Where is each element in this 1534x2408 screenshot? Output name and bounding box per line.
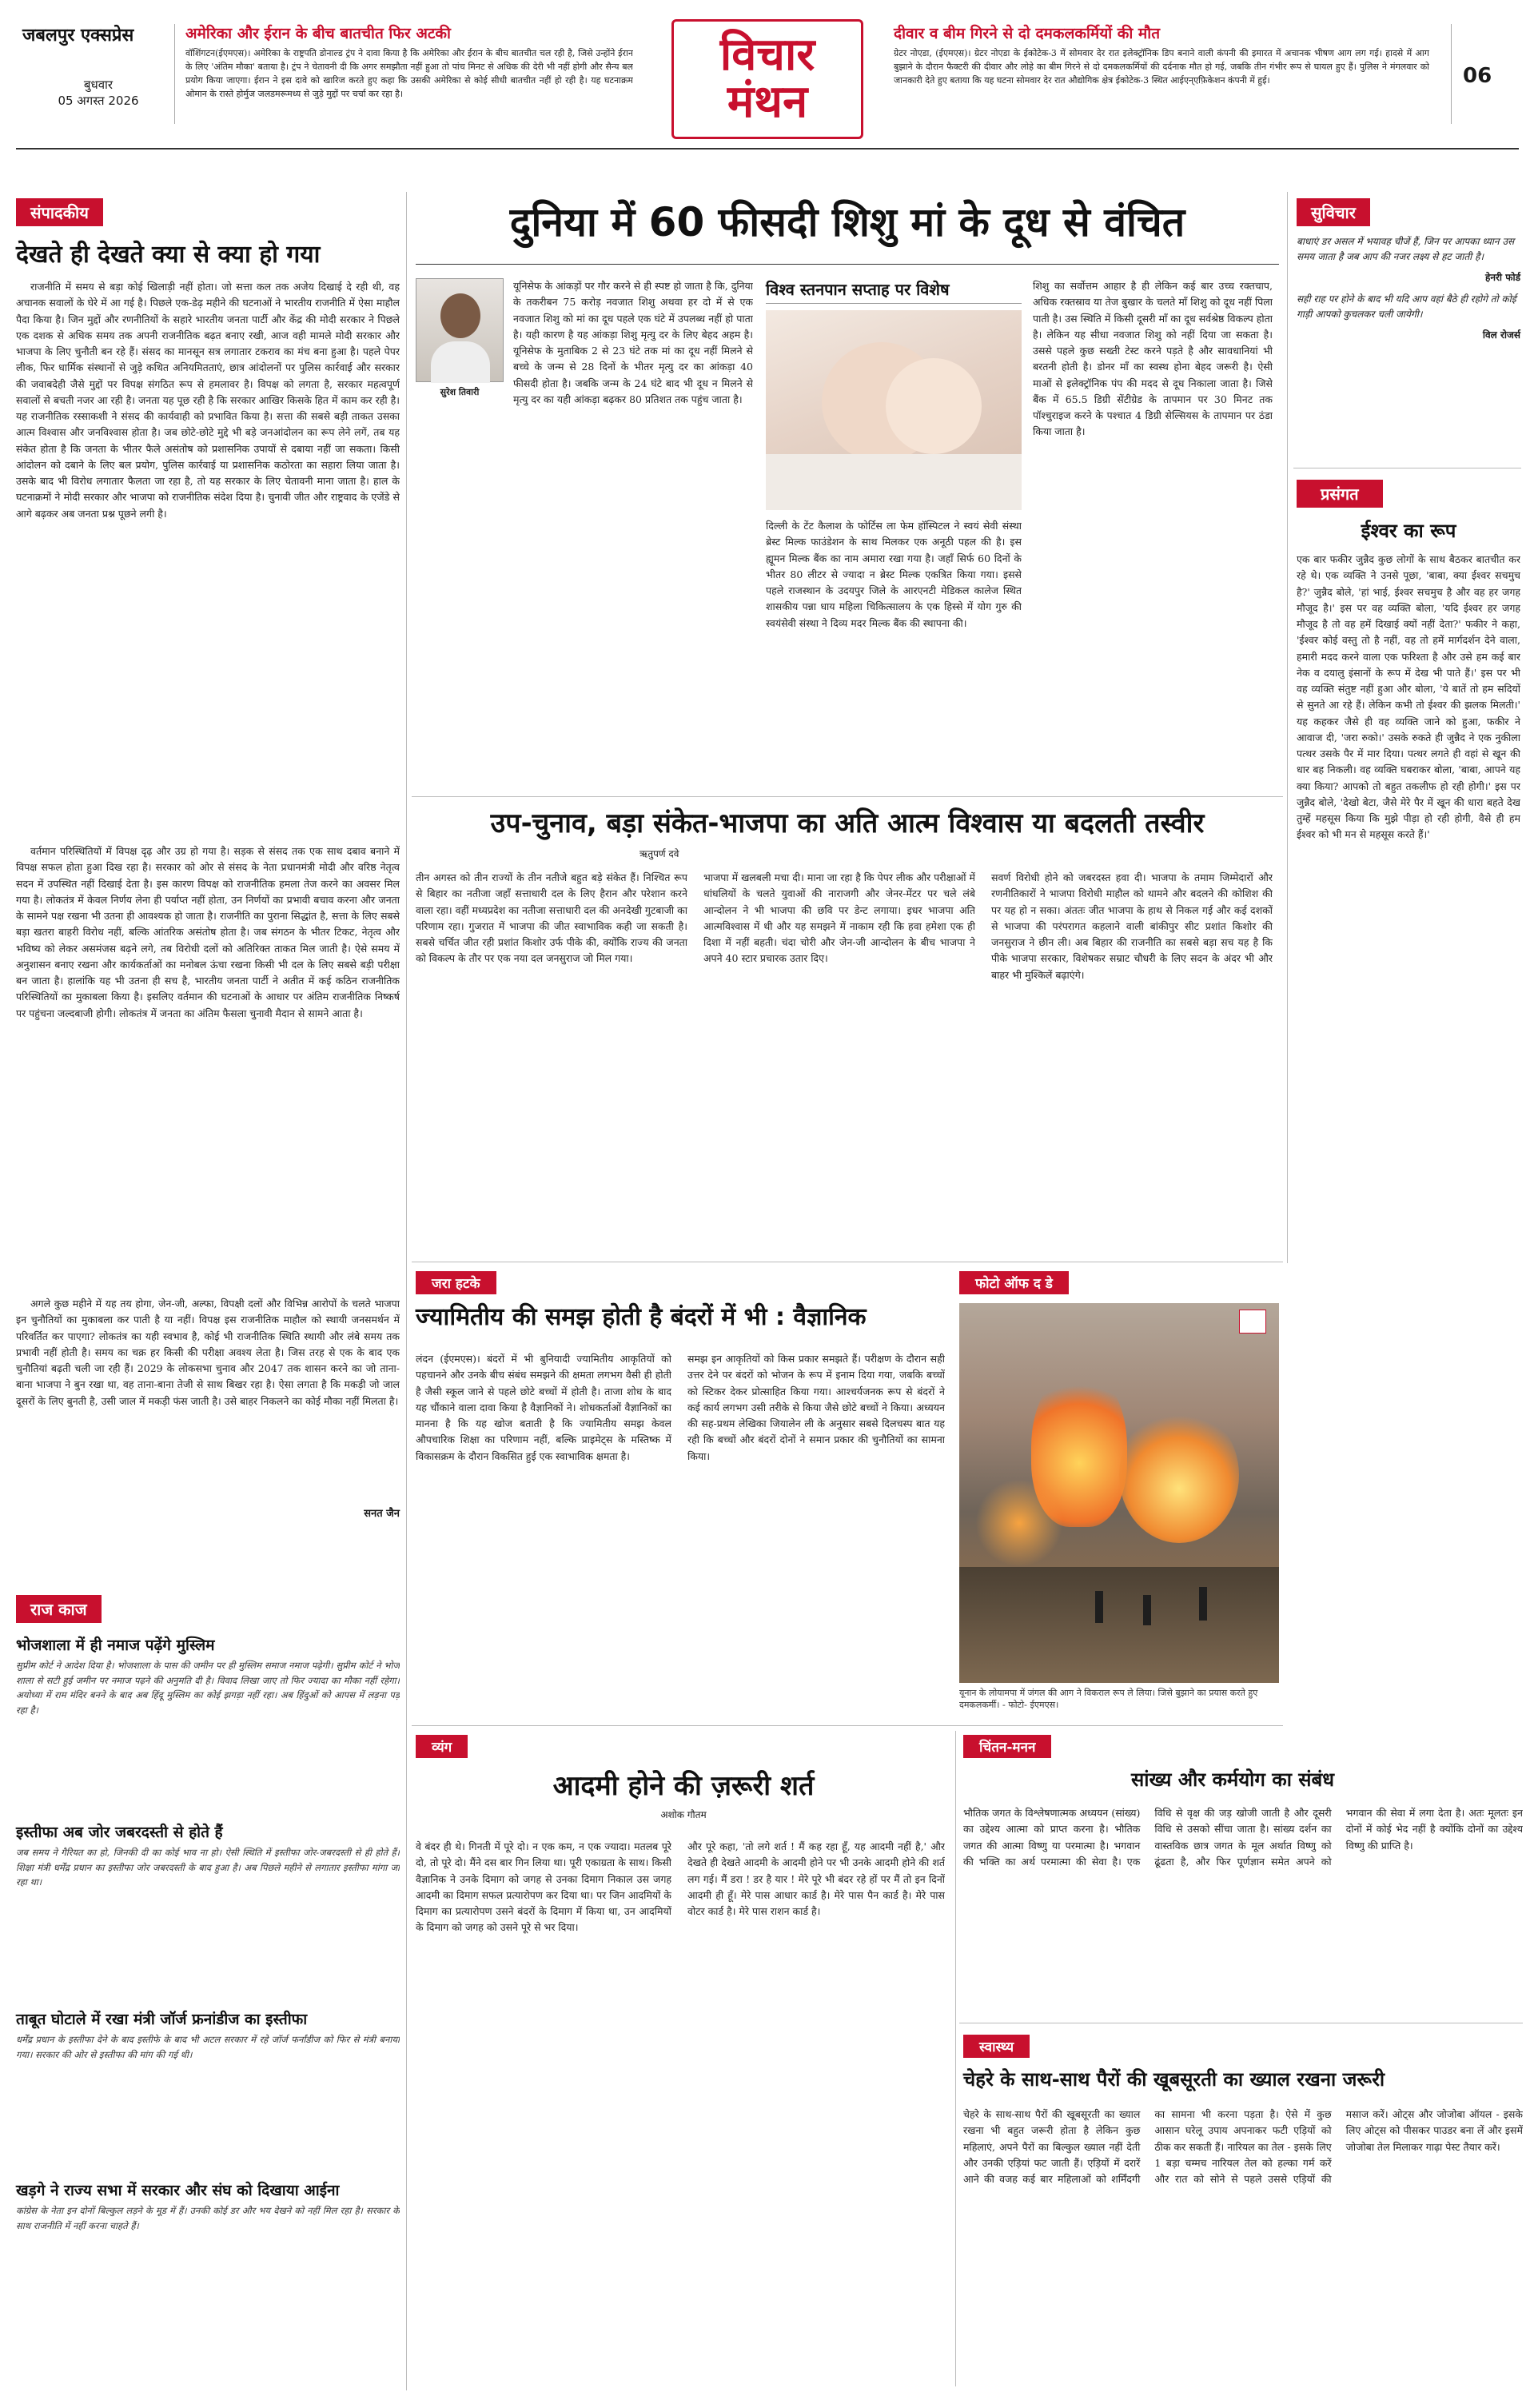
top-right-news-body: ग्रेटर नोएडा, (ईएमएस)। ग्रेटर नोएडा के ईकोटेक-3 में सोमवार देर रात इलेक्ट्रॉनिक डिप बनाने वाली कंपनी की इमारत में अचानक भीषण आग लग गई। हादसे में आग बुझाने के दौरान फैक्टरी की दीवार और लोहे का बीम गिरने से दो दमकलकर्मियों की दर्दनाक मौत हो गई, जबकि तीन गंभीर रूप से घायल हुए हैं। पुलिस ने मंगलवार को जानकारी देते हुए बताया कि यह घटना सोमवार देर रात औद्योगिक क्षेत्र ईकोटेक-3 स्थित आईएन्एफ़िकेशन कंपनी में हुई।	[894, 48, 1429, 86]
upchunav-col-3: सवर्ण विरोधी होने को जबरदस्त हवा दी। भाजपा के तमाम जिम्मेदारों और रणनीतिकारों ने भाजपा विरोधी माहौल को थामने और बदलने की कोशिश की पर यह हो न सका। अंततः जीत भाजपा के हाथ से निकल गई और कई दशकों से भाजपा की परंपरागत कहलाने वाली बांकीपुर सीट प्रशांत किशोर की जनसुराज ने छीन ली। अब बिहार की राजनीति का सबसे बड़ा सच यह है कि पीके भाजपा सरकार, विशेषकर सम्राट चौधरी के लिए सदन के अंदर भी और बाहर भी मुश्किलें बढ़ाएंगे।	[991, 871, 1273, 981]
suvichar-box	[1297, 198, 1520, 462]
author-photo	[416, 278, 504, 382]
editorial-para-2: वर्तमान परिस्थितियों में विपक्ष दृढ़ और उग्र हो गया है। सड़क से संसद तक एक साथ दबाव बनाने में विपक्ष सफल होता हुआ दिख रहा है। सरकार को ओर से संसद के नेता प्रधानमंत्री मोदी और वरिष्ठ नेतृत्व सदन में उपस्थित नहीं दिखाई देता है। इस कारण विपक्ष को राजनीतिक हमला तेज करने का अवसर मिल गया है। लोकतंत्र में केवल निर्णय लेना ही पर्याप्त नहीं होता, उन निर्णयों का प्रभावी बचाव करना और जनता के सामने पक्ष रखना भी उतना ही आवश्यक हो जाता है। राजनीति का पुराना सिद्धांत है, सत्ता के लिए सबसे बड़ा खतरा बाहरी विरोध नहीं, बल्कि आंतरिक असंतोष होता है। जब संगठन के भीतर टिकट, नेतृत्व और भविष्य को लेकर असमंजस बढ़ने लगे, तब विरोधी दलों को अतिरिक्त ताकत मिल जाती है। ऐसे समय में अनुशासन बनाए रखना और कार्यकर्ताओं का मनोबल ऊंचा रखना किसी भी दल के लिए सबसे बड़ी परीक्षा बन जाता है। हालांकि यह भी उतना ही सच है, भारतीय जनता पार्टी ने अतीत में कई कठिन राजनीतिक परिस्थितियों का मुकाबला किया है। इसलिए वर्तमान की घटनाओं के आधार पर अंतिम राजनीतिक निष्कर्ष पर पहुंचना जल्दबाजी होगी। लोकतंत्र में जनता का अंतिम फैसला चुनावी मैदान से सामने आता है।	[16, 845, 400, 1019]
raj-kaaj-item	[16, 1634, 400, 1810]
vyang-article	[416, 1735, 951, 2390]
lead-article	[416, 198, 1279, 790]
health-article	[963, 2035, 1523, 2390]
upchunav-article	[416, 807, 1279, 1255]
raj-kaaj-item-body: धर्मेंद्र प्रधान के इस्तीफा देने के बाद इस्तीफे के बाद भी अटल सरकार में रहे जॉर्ज फर्नांडीज को फिर से मंत्री बनाया गया। सरकार की ओर से इस्तीफा की मांग की गई थी।	[16, 2034, 400, 2060]
top-right-news-title: दीवार व बीम गिरने से दो दमकलकर्मियों की मौत	[894, 25, 1161, 42]
editorial-para-1: राजनीति में समय से बड़ा कोई खिलाड़ी नहीं होता। जो सत्ता कल तक अजेय दिखाई दे रही थी, वह अचानक सवालों के घेरे में आ गई है। पिछले एक-डेढ़ महीने की घटनाओं ने भारतीय राजनीति में ऐसा माहौल पैदा किया है। जिन मुद्दों और रणनीतियों के सहारे भारतीय जनता पार्टी और केंद्र की मोदी सरकार ने पिछले एक दशक से अधिक समय तक अपनी राजनीतिक बढ़त बनाए रखी, आज वही मामले मोदी सरकार और भाजपा के लिए चुनौती बन रहे हैं। संसद का मानसून सत्र लगातार टकराव का मंच बना हुआ है। पहले पेपर लीक, फिर धार्मिक संस्थानों से जुड़े कथित अनियमितताएं, छात्र आंदोलनों पर पुलिस कार्रवाई और सरकार की जवाबदेही जैसे मुद्दों पर विपक्ष संगठित रूप से हमलावर है। विपक्ष को लगता है, सरकार महत्वपूर्ण सवालों से बचती नजर आ रही है। जनता यह पूछ रही है कि सरकार आखिर किसके हित में काम कर रही है। यह राजनीतिक रस्साकशी ने संसद की कार्यवाही को प्रभावित किया है। सत्ता की सबसे बड़ी ताकत उसका आत्म विश्वास और जनविश्वास होता है। जब छोटे-छोटे मुद्दे भी बड़े जनआंदोलन का रूप लेने लगें, तब यह संकेत होता है कि जनता के भीतर फैले असंतोष को प्रशासनिक उपायों से दबाया नहीं जा सकता। किसी आंदोलन को दबाने के लिए बल प्रयोग, पुलिस कार्रवाई या प्रशासनिक कठोरता का सहारा लिया जाता है। उसके बाद भी विरोध लगातार फैलता जा रहा है, तो यह सरकार के लिए चेतावनी माना जाता है। हाल के घटनाक्रमों ने मोदी सरकार और भाजपा को राजनीतिक संदेश दिया है। चुनावी जीत और राष्ट्रवाद के एजेंडे से आगे बढ़कर अब जनता प्रश्न पूछने लगी है।	[16, 281, 400, 520]
top-right-news	[894, 22, 1429, 134]
chintan-headline: सांख्य और कर्मयोग का संबंध	[1131, 1768, 1334, 1791]
prasang-box	[1297, 480, 1520, 1255]
vyang-col-2: और पूरे कहा, 'तो लगे शर्त ! मैं कह रहा हूँ, यह आदमी नहीं है,' और देखते ही देखते आदमी के आदमी होने पर भी उनके आदमी होने की शर्त लग गई। मैं डरा ! डर है यार ! मेरे पूरे भी बंदर रहे हों पर मैं तो इन दिनों आदमी ही हूँ। मेरे पास आधार कार्ड है। मेरे पास पैन कार्ड है। मेरे पास वोटर कार्ड है। मेरे पास राशन कार्ड है।	[687, 1840, 945, 1917]
paper-name: जबलपुर एक्सप्रेस	[22, 26, 134, 46]
editorial-label: संपादकीय	[16, 198, 103, 226]
editorial-headline: देखते ही देखते क्या से क्या हो गया	[16, 241, 321, 269]
suvichar-author-2: विल रोजर्स	[1482, 329, 1520, 341]
prasang-headline: ईश्वर का रूप	[1361, 520, 1456, 542]
editorial-para-3: अगले कुछ महीने में यह तय होगा, जेन-जी, अल्फा, विपक्षी दलों और विभिन्न आरोपों के चलते भाजपा इन चुनौतियों का मुकाबला कर पाती है या नहीं। विपक्ष इस राजनीतिक माहौल को स्थायी जनसमर्थन में परिवर्तित कर पाएगा? लोकतंत्र का यही स्वभाव है, कोई भी राजनीतिक स्थिति स्थायी और लंबे समय तक प्रभावी नहीं होती है। समय का चक्र हर किसी की परीक्षा अवश्य लेता है। जिस तरह से एक के बाद एक चुनौतियां बढ़ती चली जा रही हैं। 2029 के लोकसभा चुनाव और 2047 तक शासन करने का जो ताना-बाना भाजपा ने बुन रखा था, वह ताना-बाना तेजी से साथ बिखर रहा है। ऐसा लगता है कि मकड़ी जो जाल दूसरों के लिए बुनती है, उसी जाल में मकड़ी फंस जाती है। उसे बाहर निकलने का कोई मौका नहीं मिलता है।	[16, 1298, 400, 1407]
raj-kaaj-item-title: भोजशाला में ही नमाज पढ़ेंगे मुस्लिम	[16, 1637, 215, 1654]
lead-col-1: यूनिसेफ के आंकड़ों पर गौर करने से ही स्पष्ट हो जाता है कि, दुनिया के तकरीबन 75 करोड़ नवजात शिशु अथवा हर दो में से एक नवजात शिशु को मां का दूध पहले एक घंटे में उपलब्ध नहीं हो पाता है। यही कारण है यह आंकड़ा शिशु मृत्यु दर के लिए बेहद अहम है। यूनिसेफ के मुताबिक 2 से 23 घंटे तक मां का दूध नहीं मिलने से बच्चे के जन्म से 28 दिनों के भीतर मृत्यु दर का आंकड़ा 40 फीसदी होता है। जबकि जन्म के 24 घंटे बाद भी दूध न मिलने से मृत्यु दर का यही आंकड़ा बढ़कर 80 प्रतिशत तक पहुंच जाता है।	[513, 280, 753, 405]
editorial-section	[16, 198, 400, 1573]
top-left-news-body: वॉशिंगटन(ईएमएस)। अमेरिका के राष्ट्रपति डोनाल्ड ट्रंप ने दावा किया है कि अमेरिका और ईरान के बीच बातचीत चल रही है, जिसे उन्होंने ईरान के लिए 'अंतिम मौका' बताया है। ट्रंप ने चेतावनी दी कि अगर समझौता नहीं हुआ तो पांच मिनट से अधिक की देरी भी नहीं होगी और सैन्य बल प्रयोग किया जाएगा। ईरान ने इस दावे को खारिज करते हुए कहा कि उसकी अमेरिका से कोई सीधी बातचीत नहीं हो रही है। यह घटनाक्रम ओमान के रास्ते होर्मुज जलडमरूमध्य से जुड़े मुद्दों पर चर्चा कर रहा है।	[185, 48, 633, 100]
masthead-title-line1: विचार	[719, 29, 815, 82]
lead-headline: दुनिया में 60 फीसदी शिशु मां के दूध से वंचित	[509, 199, 1185, 245]
page-number: 06	[1463, 64, 1492, 88]
top-left-news-title: अमेरिका और ईरान के बीच बातचीत फिर अटकी	[185, 25, 451, 42]
chintan-body: भौतिक जगत के विश्लेषणात्मक अध्ययन (सांख्य) का उद्देश्य आत्मा को प्राप्त करना है। भौतिक जगत की आत्मा विष्णु या परमात्मा है। भगवान की भक्ति का अर्थ परमात्मा की सेवा है। एक विधि से वृक्ष की जड़ खोजी जाती है और दूसरी विधि से उसको सींचा जाता है। सांख्य दर्शन का वास्तविक छात्र जगत के मूल अर्थात विष्णु को ढूंढता है, और फिर पूर्णज्ञान समेत अपने को भगवान की सेवा में लगा देता है। अतः मूलतः इन दोनों में कोई भेद नहीं है क्योंकि दोनों का उद्देश्य विष्णु की प्राप्ति है।	[963, 1807, 1523, 1868]
raj-kaaj-item-body: कांग्रेस के नेता इन दोनों बिल्कुल लड़ने के मूड में हैं। उनकी कोई डर और भय देखने को नहीं मिल रहा है। सरकार के साथ राजनीति में नहीं करना चाहते हैं।	[16, 2205, 400, 2231]
photo-of-day-label: फोटो ऑफ द डे	[959, 1271, 1069, 1294]
suvichar-quote-1: बाधाएं डर असल में भयावह चीजें हैं, जिन पर आपका ध्यान उस समय जाता है जब आप की नजर लक्ष्य से हट जाती है।	[1297, 236, 1515, 263]
photo-of-day	[959, 1271, 1279, 1719]
science-col-1: लंदन (ईएमएस)। बंदरों में भी बुनियादी ज्यामितीय आकृतियों को पहचानने और उनके बीच संबंध समझने की क्षमता लगभग वैसी ही होती है जैसी स्कूल जाने से पहले छोटे बच्चों में होती है। ताजा शोध के बाद यह चौंकाने वाला दावा किया है वैज्ञानिकों ने। शोधकर्ताओं वैज्ञानिकों का मानना है कि यह खोज बताती है कि ज्यामितीय समझ केवल औपचारिक शिक्षा का परिणाम नहीं, बल्कि प्राइमेट्स के मस्तिष्क में विकासक्रम के दौरान विकसित हुई एक स्वाभाविक क्षमता है।	[416, 1353, 671, 1462]
suvichar-author-1: हेनरी फोर्ड	[1484, 271, 1520, 283]
raj-kaaj-item	[16, 2179, 400, 2299]
raj-kaaj-item-title: ताबूत घोटाले में रखा मंत्री जॉर्ज फ्रनांडीज का इस्तीफा	[16, 2011, 308, 2028]
lead-col-2: दिल्ली के टेंट कैलाश के फोर्टिस ला फेम हॉस्पिटल ने स्वयं सेवी संस्था ब्रेस्ट मिल्क फाउंडेशन के साथ मिलकर एक अनूठी पहल की है। इस ह्यूमन मिल्क बैंक का नाम अमारा रखा गया है। जहाँ सिर्फ 60 दिनों के भीतर 80 लीटर से ज्यादा न ब्रेस्ट मिल्क एकत्रित किया गया। इससे पहले राजस्थान के उदयपुर जिले के आरएनटी मेडिकल कालेज स्थित शासकीय पन्ना धाय महिला चिकित्सालय के एक हिस्से में योग गुरु की स्वयंसेवी संस्था ने दिव्य मदर मिल्क बैंक की स्थापना की।	[766, 520, 1022, 629]
vyang-author: अशोक गौतम	[660, 1809, 707, 1820]
top-left-news	[185, 22, 633, 134]
raj-kaaj-item-title: खड़गे ने राज्य सभा में सरकार और संघ को दिखाया आईना	[16, 2182, 340, 2199]
raj-kaaj-item-title: इस्तीफा अब जोर जबरदस्ती से होते हैं	[16, 1824, 223, 1841]
masthead-title-line2: मंथन	[727, 76, 808, 128]
health-kicker: स्वास्थ्य	[963, 2035, 1030, 2058]
prasang-label: प्रसंगत	[1297, 480, 1383, 508]
health-body: चेहरे के साथ-साथ पैरों की खूबसूरती का ख्याल रखना भी बहुत जरूरी होता है लेकिन कुछ महिलाएं, अपने पैरों का बिल्कुल ख्याल नहीं देती और उनकी एड़ियां फट जाती हैं। एड़ियों में दरारें आने की वजह कई बार महिलाओं को शर्मिंदगी का सामना भी करना पड़ता है। ऐसे में कुछ आसान घरेलू उपाय अपनाकर फटी एड़ियों को ठीक कर सकती हैं। नारियल का तेल - इसके लिए 1 बड़ा चम्मच नारियल तेल को हल्का गर्म करें और रात को सोने से पहले उससे एड़ियों की मसाज करें। ओट्स और जोजोबा ऑयल - इसके लिए ओट्स को पीसकर पाउडर बना लें और इसमें जोजोबा तेल मिलाकर गाढ़ा पेस्ट तैयार करें।	[963, 2108, 1523, 2185]
lead-author: सुरेश तिवारी	[440, 387, 480, 397]
upchunav-col-2: भाजपा में खलबली मचा दी। माना जा रहा है कि पेपर लीक और परीक्षाओं में धांधलियों के चलते युवाओं की नाराजगी और जेनर-मेंटर पर चले लंबे आन्दोलन ने भी भाजपा की छवि पर डेन्ट लगाया। इधर भाजपा अति आत्मविश्वास में थी और यह समझने में नाकाम रही कि हवा हमेशा एक ही दिशा में नहीं बहती। चंदा चोरी और जेन-जी आन्दोलन के बीच भाजपा ने अपने 40 स्टार प्रचारक उतार दिए।	[703, 871, 975, 965]
raj-kaaj-item	[16, 1821, 400, 1997]
wildfire-photo	[959, 1303, 1279, 1683]
upchunav-col-1: तीन अगस्त को तीन राज्यों के तीन नतीजे बहुत बड़े संकेत हैं। निश्चित रूप से बिहार का नतीजा जहाँ सत्ताधारी दल के लिए हैरान और परेशान करने वाला रहा। वहीं मध्यप्रदेश का नतीजा सत्ताधारी दल की अनदेखी गुटबाजी का परिणाम रहा। गुजरात में भाजपा की जीत स्वाभाविक कही जा सकती है। सबसे चर्चित जीत रही प्रशांत किशोर उर्फ पीके की, क्योंकि राज्य की जनता को विकल्प के तौर पर एक नया दल जनसुराज जो मिल गया।	[416, 871, 687, 965]
suvichar-label: सुविचार	[1297, 198, 1370, 226]
paper-date: 05 अगस्त 2026	[58, 94, 139, 108]
chintan-article	[963, 1735, 1523, 2015]
science-headline: ज्यामितीय की समझ होती है बंदरों में भी : वैज्ञानिक	[416, 1303, 867, 1331]
editorial-author: सनत जैन	[364, 1508, 400, 1520]
raj-kaaj-section	[16, 1595, 400, 2386]
raj-kaaj-item	[16, 2008, 400, 2168]
upchunav-headline: उप-चुनाव, बड़ा संकेत-भाजपा का अति आत्म विश्वास या बदलती तस्वीर	[490, 807, 1205, 839]
raj-kaaj-label: राज काज	[16, 1595, 102, 1623]
vyang-col-1: वे बंदर ही थे। गिनती में पूरे दो। न एक कम, न एक ज्यादा। मतलब पूरे दो, तो पूरे दो। मैंने दस बार गिन लिया था। पूरी एकाग्रता के साथ। किसी वैज्ञानिक ने उनके दिमाग को जगह से उनका दिमाग निकाल उस जगह आदमी का दिमाग सफल प्रत्यारोपण कर दिया था। पर जिन आदमियों के दिमाग का प्रत्यारोपण उसने बंदरों के दिमाग में किया था, उन आदमियों के दिमाग को जगह को उसने पूरे से भर दिया।	[416, 1840, 671, 1934]
vyang-kicker: व्यंग	[416, 1735, 468, 1758]
masthead	[0, 0, 1534, 144]
vyang-headline: आदमी होने की ज़रूरी शर्त	[552, 1770, 815, 1802]
prasang-body: एक बार फकीर जुन्नैद कुछ लोगों के साथ बैठकर बातचीत कर रहे थे। एक व्यक्ति ने उनसे पूछा, 'बाबा, क्या ईश्वर सचमुच है?' जुन्नैद बोले, 'हां भाई, ईश्वर सचमुच है और वह हर जगह मौजूद है।' इस पर वह व्यक्ति बोला, 'यदि ईश्वर हर जगह मौजूद है तो वह हमें दिखाई क्यों नहीं देता?' फकीर ने कहा, 'ईश्वर कोई वस्तु तो है नहीं, वह तो हमें मार्गदर्शन देने वाला, हमारी मदद करने वाला एक फरिश्ता है और उसे हम कई बार नेक व दयालु इंसानों के रूप में देख भी पाते हैं।' इस पर भी वह व्यक्ति संतुष्ट नहीं हुआ और बोला, 'ये बातें तो हम सदियों से सुनते आ रहे हैं। लेकिन कभी तो ईश्वर की झलक मिलती।' यह कहकर जैसे ही वह व्यक्ति जाने को हुआ, फकीर ने आवाज दी, 'जरा रुको।' उसके रुकते ही जुन्नैद ने एक नुकीला पत्थर उसके पैर में मार दिया। पत्थर लगते ही वहां से खून की धार बह निकली। वह व्यक्ति घबराकर बोला, 'बाबा, आपने यह क्या किया? आपको तो बहुत तकलीफ हो रही होगी।' इस पर जुन्नैद बोले, 'देखो बेटा, जैसे मेरे पैर में खून की धारा बहते देख तुम्हें महसूस किया कि मुझे पीड़ा हो रही होगी, वैसे ही हम ईश्वर को भी मन से महसूस करते हैं।'	[1297, 553, 1520, 841]
photo-of-day-caption: यूनान के लोयामपा में जंगल की आग ने विकराल रूप ले लिया। जिसे बुझाने का प्रयास करते हुए दमकलकर्मी। - फोटो- ईएमएस।	[959, 1688, 1258, 1710]
raj-kaaj-item-body: सुप्रीम कोर्ट ने आदेश दिया है। भोजशाला के पास की जमीन पर ही मुस्लिम समाज नमाज पढ़ेगी। सुप्रीम कोर्ट ने भोज शाला से सटी हुई जमीन पर नमाज पढ़ने की अनुमति दी है। विवाद लिखा जाए तो फिर ज्यादा का मौका नहीं रहेगा। अयोध्या में राम मंदिर बनने के बाद अब हिंदू मुस्लिम का कोई झगड़ा नहीं रहा। अब हिंदुओं को आपस में लड़ना पड़ रहा है।	[16, 1660, 400, 1716]
upchunav-author: ऋतुपर्ण दवे	[639, 847, 679, 859]
science-col-2: समझ इन आकृतियों को किस प्रकार समझते हैं। परीक्षण के दौरान सही उत्तर देने पर बंदरों को भोजन के रूप में इनाम दिया गया, जबकि बच्चों को स्टिकर देकर प्रोत्साहित किया गया। आश्चर्यजनक रूप से बंदरों ने कई कार्य लगभग उसी तरीके से किया जैसे छोटे बच्चों ने किया। अध्ययन की सह-प्रथम लेखिका जियालेन ली के अनुसार सबसे दिलचस्प बात यह रही कि बच्चों और बंदरों दोनों ने समान प्रकार की चुनौतियों का सामना किया।	[687, 1353, 945, 1462]
lead-col-3: शिशु का सर्वोत्तम आहार है ही लेकिन कई बार उच्च रक्तचाप, अधिक रक्तस्राव या तेज बुखार के चलते माँ शिशु को दूध नहीं पिला पाती है। उस स्थिति में किसी दूसरी माँ का दूध सर्वश्रेष्ठ विकल्प होता है। लेकिन यह सीधा नवजात शिशु को नहीं दिया जा सकता है। उससे पहले कुछ सख्ती टेस्ट करने पड़ते है और सावधानियां भी बरतनी होती है। डोनर माँ का स्वस्थ होना बेहद जरूरी है। ऐसी माओं से इलेक्ट्रॉनिक पंप की मदद से दूध निकाला जाता है। जिसे बैंक में 65.5 डिग्री सेंटीग्रेड के तापमान पर 30 मिनट तक पॉश्चुराइज करने के पश्चात 4 डिग्री सेल्सियस के तापमान पर ठंडा किया जाता है।	[1033, 280, 1273, 438]
lead-subhead: विश्व स्तनपान सप्ताह पर विशेष	[766, 278, 1022, 304]
raj-kaaj-item-body: जब समय ने गैरियत का हो, जिनकी दी का कोई भाव ना हो। ऐसी स्थिति में इस्तीफा जोर-जबरदस्ती से ही होते हैं। शिक्षा मंत्री धर्मेंद्र प्रधान का इस्तीफा जोर जबरदस्ती के बाद हुआ है। अब पिछले महीने से लगातार इस्तीफा मांगा जा रहा था।	[16, 1847, 400, 1888]
health-headline: चेहरे के साथ-साथ पैरों की खूबसूरती का ख्याल रखना जरूरी	[963, 2068, 1385, 2091]
masthead-title-box	[671, 19, 863, 139]
paper-name-block	[22, 22, 174, 126]
science-kicker: जरा हटके	[416, 1271, 496, 1294]
paper-day: बुधवार	[83, 78, 114, 92]
science-article	[416, 1271, 951, 1719]
chintan-label: चिंतन-मनन	[963, 1735, 1051, 1758]
breastfeeding-photo	[766, 310, 1022, 510]
suvichar-quote-2: सही राह पर होने के बाद भी यदि आप वहां बैठे ही रहोगे तो कोई गाड़ी आपको कुचलकर चली जायेगी।	[1297, 293, 1516, 321]
